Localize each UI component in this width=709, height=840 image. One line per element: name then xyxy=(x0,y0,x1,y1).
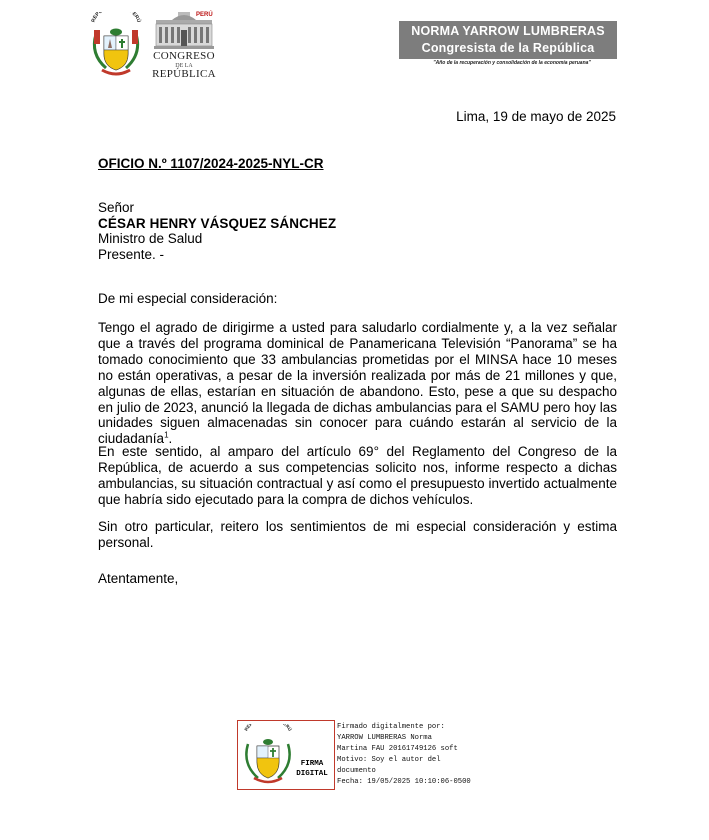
presente-line: Presente. - xyxy=(98,247,165,262)
paragraph-1 xyxy=(98,320,617,447)
recipient-role: Ministro de Salud xyxy=(98,231,203,246)
coat-of-arms-label: REP ERÚ xyxy=(90,12,142,24)
congress-logo xyxy=(148,10,220,80)
congresswoman-banner xyxy=(399,21,617,59)
svg-text:REPÚBLICA DEL PERÚ xyxy=(243,724,293,732)
signature-info xyxy=(337,722,537,788)
firma-line-2: DIGITAL xyxy=(296,770,328,778)
date-line: Lima, 19 de mayo de 2025 xyxy=(456,109,616,124)
closing: Atentamente, xyxy=(98,571,179,586)
digital-signature-stamp xyxy=(237,720,335,790)
seal-label: REP RÚ xyxy=(243,724,293,732)
paragraph-3: Sin otro particular, reitero los sentimientos de mi especial consideración y estima personal. xyxy=(98,519,617,550)
greeting: De mi especial consideración: xyxy=(98,291,278,306)
signature-seal-icon xyxy=(242,724,294,786)
footnote-mark: 1 xyxy=(164,430,169,440)
signature-info-line: Motivo: Soy el autor del xyxy=(337,756,441,764)
paragraph-2: En este sentido, al amparo del artículo 69° del Reglamento del Congreso de la República, de acuerdo a sus competencias solicito nos, informe respecto a dichas ambulancias, su situación contractual y así como el presupuesto invertido actualmente que habría sido ejecutado para la compra de dichos vehículos. xyxy=(98,444,617,507)
oficio-reference: OFICIO N.º 1107/2024-2025-NYL-CR xyxy=(98,156,324,171)
congress-word-1: CONGRESO xyxy=(153,50,215,62)
banner-role: Congresista de la República xyxy=(421,41,595,55)
paragraph-1-end: . xyxy=(168,431,173,447)
congress-word-2: DE LA xyxy=(175,63,193,69)
signature-info-line: YARROW LUMBRERAS Norma xyxy=(337,734,432,742)
banner-name: NORMA YARROW LUMBRERAS xyxy=(411,24,605,38)
peru-tag: PERÚ xyxy=(196,12,213,18)
firma-digital-label xyxy=(292,759,332,779)
recipient-name: CÉSAR HENRY VÁSQUEZ SÁNCHEZ xyxy=(98,216,337,231)
signature-info-line: Firmado digitalmente por: xyxy=(337,723,445,731)
firma-line-1: FIRMA xyxy=(300,760,324,768)
signature-info-line: documento xyxy=(337,767,376,775)
congress-word-3: REPÚBLICA xyxy=(152,68,216,80)
year-motto: "Año de la recuperación y consolidación de la economía peruana" xyxy=(433,60,591,66)
signature-info-line: Martina FAU 20161749126 soft xyxy=(337,745,458,753)
coat-of-arms-logo xyxy=(88,12,144,78)
signature-info-line: Fecha: 19/05/2025 10:10:06-0500 xyxy=(337,778,471,786)
svg-text:REPÚBLICA DEL PERÚ xyxy=(91,12,143,24)
salutation-title: Señor xyxy=(98,200,135,215)
paragraph-1-text: Tengo el agrado de dirigirme a usted para saludarlo cordialmente y, a la vez señalar que a través del programa dominical de Panamericana Televisión “Panorama” se ha tomado conocimiento que 33 ambulancias prometidas por el MINSA hace 10 meses no están operativas, a pesar de la inversión realizada por más de 21 millones y que, algunas de ellas, estarían en situación de abandono. Esto, pese a que su despacho en julio de 2023, anunció la llegada de dichas ambulancias para el SAMU pero hoy las unidades siguen almacenadas sin conocer para cuándo estarán al servicio de la ciudadanía xyxy=(98,320,617,447)
